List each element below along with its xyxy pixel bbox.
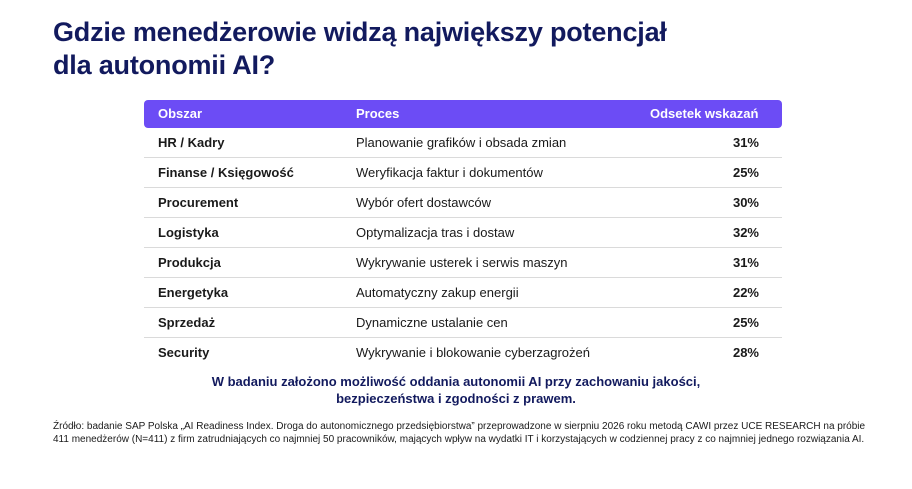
cell-process: Automatyczny zakup energii [356, 285, 519, 300]
header-process: Proces [356, 106, 400, 121]
table-row [144, 158, 782, 188]
page-title [53, 16, 813, 82]
table-row [144, 248, 782, 278]
cell-percent: 30% [732, 195, 759, 210]
cell-area: Logistyka [158, 225, 219, 240]
title-line-2: dla autonomii AI? [53, 50, 276, 80]
cell-area: Finanse / Księgowość [158, 165, 294, 180]
table-row [144, 128, 782, 158]
cell-percent: 28% [732, 345, 759, 360]
table-row [144, 338, 782, 367]
cell-area: Procurement [158, 195, 239, 210]
cell-percent: 25% [732, 165, 759, 180]
header-percent: Odsetek wskazań [650, 106, 759, 121]
cell-area: HR / Kadry [158, 135, 225, 150]
cell-percent: 22% [732, 285, 759, 300]
data-table [144, 100, 782, 367]
note-line-1: W badaniu założono możliwość oddania autonomii AI przy zachowaniu jakości, [211, 374, 701, 389]
header-area: Obszar [158, 106, 203, 121]
cell-percent: 32% [732, 225, 759, 240]
cell-area: Sprzedaż [158, 315, 216, 330]
note-line-2: bezpieczeństwa i zgodności z prawem. [336, 391, 576, 406]
cell-process: Weryfikacja faktur i dokumentów [356, 165, 543, 180]
cell-percent: 31% [732, 255, 759, 270]
table-row [144, 308, 782, 338]
survey-note [150, 373, 762, 407]
cell-percent: 25% [732, 315, 759, 330]
cell-process: Optymalizacja tras i dostaw [356, 225, 515, 240]
cell-process: Wykrywanie usterek i serwis maszyn [356, 255, 568, 270]
table-row [144, 218, 782, 248]
cell-area: Energetyka [158, 285, 229, 300]
table-row [144, 278, 782, 308]
cell-area: Security [158, 345, 210, 360]
table-body [144, 128, 782, 367]
table-header [144, 100, 782, 128]
cell-process: Planowanie grafików i obsada zmian [356, 135, 567, 150]
title-line-1: Gdzie menedżerowie widzą największy potencjał [53, 17, 667, 47]
cell-process: Dynamiczne ustalanie cen [356, 315, 508, 330]
cell-process: Wykrywanie i blokowanie cyberzagrożeń [356, 345, 590, 360]
table-row [144, 188, 782, 218]
cell-percent: 31% [732, 135, 759, 150]
cell-process: Wybór ofert dostawców [356, 195, 491, 210]
cell-area: Produkcja [158, 255, 221, 270]
source-footnote: Źródło: badanie SAP Polska „AI Readiness Index. Droga do autonomicznego przedsiębiorstwa” przeprowadzone w sierpniu 2026 roku metodą CAWI przez UCE RESEARCH na próbie 411 menedżerów (N=411) z firm zatrudniających co najmniej 50 pracowników, mających wpływ na wydatki IT i korzystających w codziennej pracy z co najmniej jednego rozwiązania AI. [53, 421, 866, 445]
